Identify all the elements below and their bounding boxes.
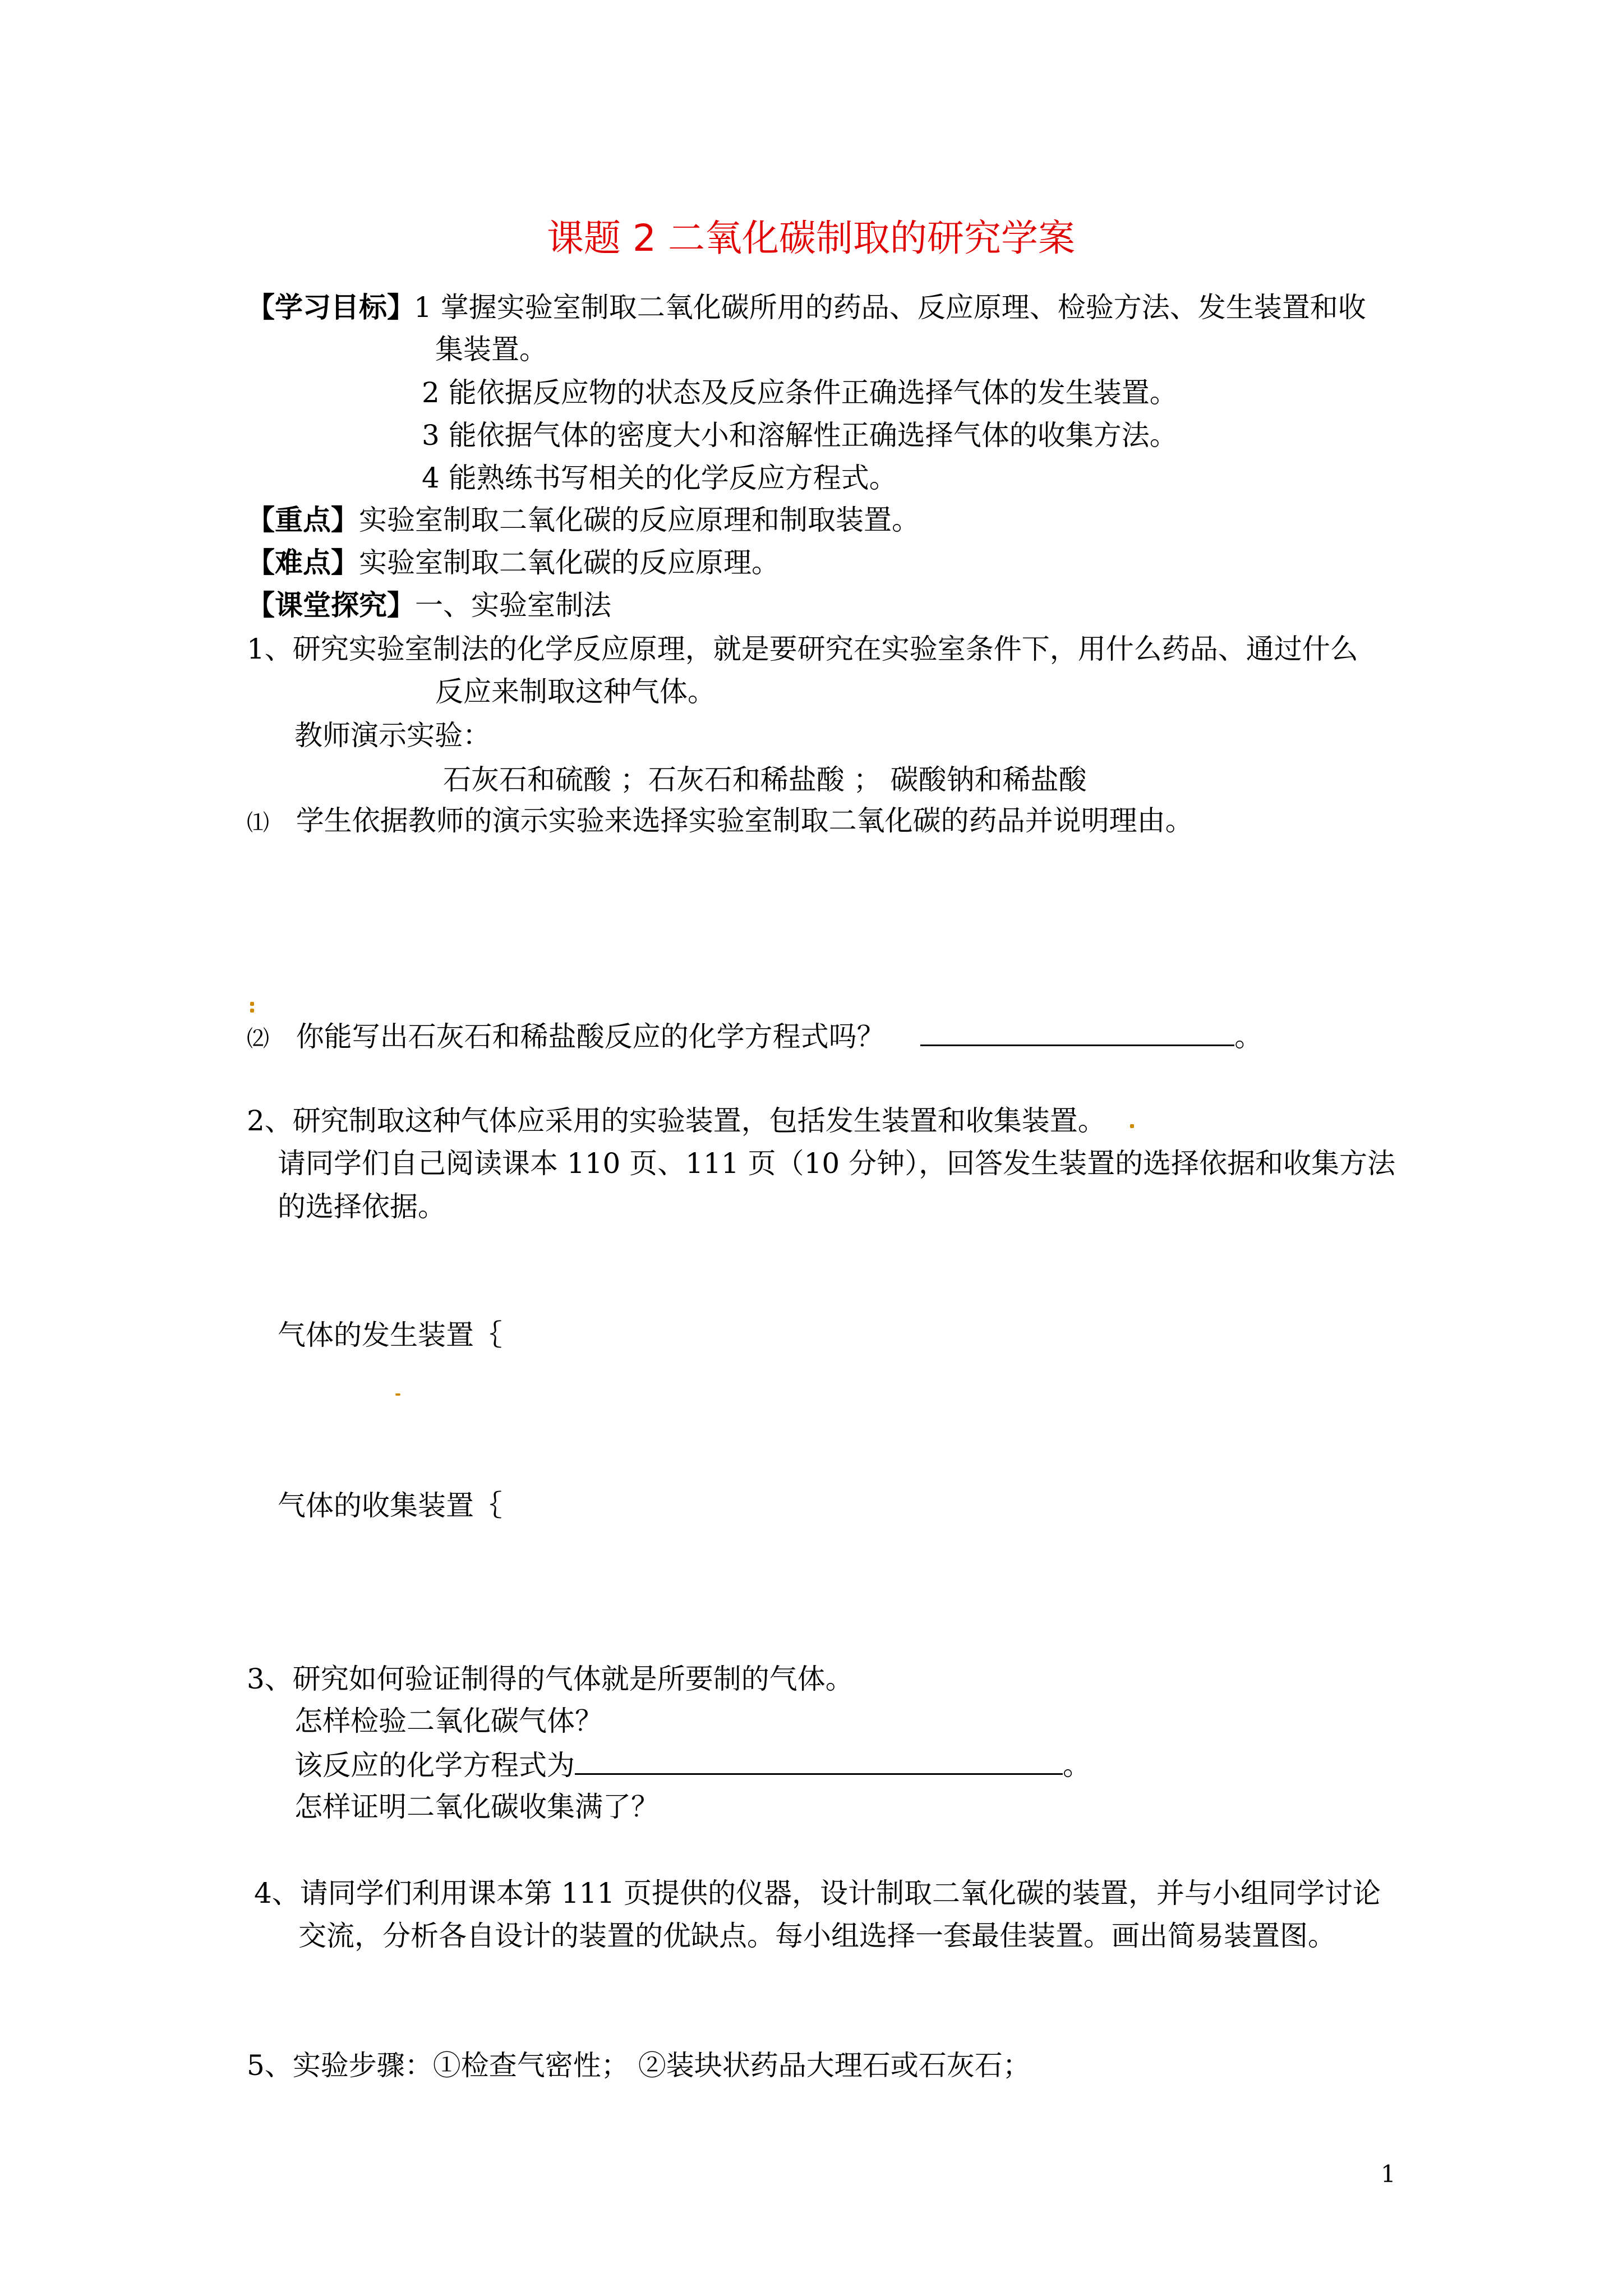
section-4-line1: 4、请同学们利用课本第 111 页提供的仪器，设计制取二氧化碳的装置，并与小组同学讨论 — [254, 1877, 1381, 1910]
page-number: 1 — [1381, 2160, 1396, 2188]
section-3-line3 — [294, 1749, 1091, 1782]
question-2 — [247, 1021, 1262, 1051]
stray-mark — [1130, 1124, 1134, 1128]
objectives-label: 【学习目标】 — [247, 291, 415, 324]
section-1-line2: 反应来制取这种气体。 — [435, 675, 716, 708]
question-2-text: 你能写出石灰石和稀盐酸反应的化学方程式吗？ — [296, 1020, 885, 1053]
detection-equation-blank[interactable] — [575, 1750, 1063, 1775]
question-2-number: ⑵ — [247, 1026, 269, 1052]
difficulty-text: 实验室制取二氧化碳的反应原理。 — [359, 546, 780, 579]
difficulty-label: 【难点】 — [247, 546, 359, 579]
section-3-line1: 3、研究如何验证制得的气体就是所要制的气体。 — [247, 1663, 854, 1695]
demo-items: 石灰石和硫酸 ；石灰石和稀盐酸 ； 碳酸钠和稀盐酸 — [443, 763, 1087, 796]
section-5-line1: 5、实验步骤：①检查气密性； ②装块状药品大理石或石灰石； — [247, 2049, 1031, 2082]
section-2-line2: 请同学们自己阅读课本 110 页、111 页（10 分钟），回答发生装置的选择依据和收集方法 — [278, 1147, 1396, 1180]
inquiry — [247, 588, 611, 622]
question-1-text: 学生依据教师的演示实验来选择实验室制取二氧化碳的药品并说明理由。 — [296, 804, 1193, 837]
question-2-end: 。 — [1234, 1020, 1263, 1053]
equation-answer-blank[interactable] — [920, 1021, 1234, 1046]
generator-label: 气体的发生装置｛ — [278, 1319, 502, 1351]
collector-label: 气体的收集装置｛ — [278, 1489, 502, 1522]
page-title: 课题 2 二氧化碳制取的研究学案 — [547, 217, 1075, 260]
section-4-line2: 交流，分析各自设计的装置的优缺点。每小组选择一套最佳装置。画出简易装置图。 — [298, 1920, 1336, 1952]
section-3-equation-end: 。 — [1063, 1749, 1091, 1782]
key-point-text: 实验室制取二氧化碳的反应原理和制取装置。 — [359, 504, 920, 536]
inquiry-text: 一、实验室制法 — [415, 589, 611, 622]
section-2-line3: 的选择依据。 — [278, 1190, 446, 1223]
stray-mark — [250, 1009, 254, 1013]
key-point — [247, 503, 920, 536]
objective-3: 3 能依据气体的密度大小和溶解性正确选择气体的收集方法。 — [422, 419, 1178, 452]
difficulty — [247, 546, 780, 579]
objective-2: 2 能依据反应物的状态及反应条件正确选择气体的发生装置。 — [422, 376, 1178, 409]
key-point-label: 【重点】 — [247, 503, 359, 536]
inquiry-label: 【课堂探究】 — [247, 588, 415, 622]
demo-label: 教师演示实验： — [294, 719, 491, 752]
section-3-line4: 怎样证明二氧化碳收集满了？ — [294, 1791, 659, 1823]
stray-mark — [250, 1002, 254, 1006]
question-1-number: ⑴ — [247, 810, 269, 836]
section-2-line1: 2、研究制取这种气体应采用的实验装置，包括发生装置和收集装置。 — [247, 1105, 1106, 1137]
question-1 — [247, 804, 1193, 837]
objective-4: 4 能熟练书写相关的化学反应方程式。 — [422, 462, 897, 494]
objective-1: 1 掌握实验室制取二氧化碳所用的药品、反应原理、检验方法、发生装置和收 — [414, 291, 1366, 324]
objective-1-cont: 集装置。 — [435, 333, 547, 366]
section-3-equation-label: 该反应的化学方程式为 — [294, 1749, 575, 1782]
section-3-line2: 怎样检验二氧化碳气体？ — [294, 1705, 603, 1737]
section-1-line1: 1、研究实验室制法的化学反应原理，就是要研究在实验室条件下，用什么药品、通过什么 — [247, 633, 1358, 665]
stray-mark — [395, 1393, 400, 1396]
